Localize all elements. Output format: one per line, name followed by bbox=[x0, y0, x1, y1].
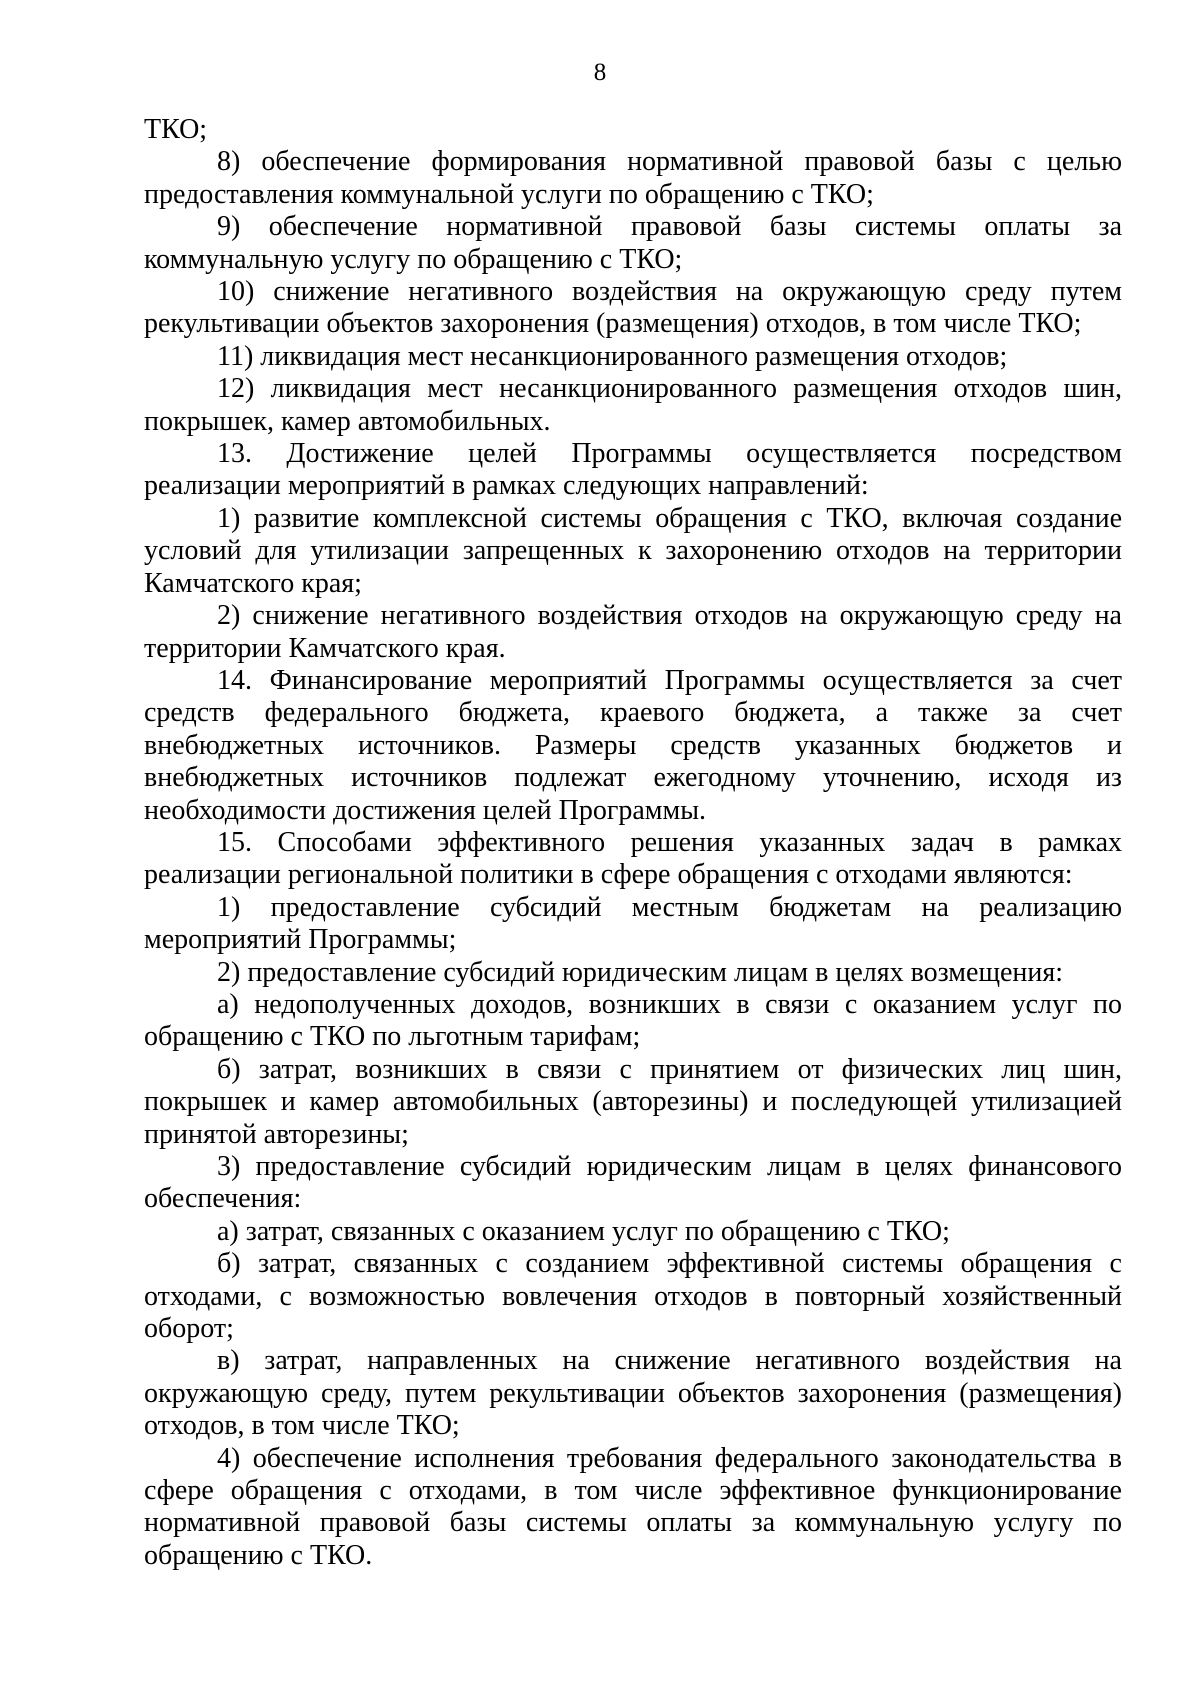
paragraph-method-3c: в) затрат, направленных на снижение негативного воздействия на окружающую среду, путем рекультивации объектов захоронения (размещения) отходов, в том числе ТКО; bbox=[144, 1345, 1122, 1442]
paragraph-direction-2: 2) снижение негативного воздействия отходов на окружающую среду на территории Камчатского края. bbox=[144, 600, 1122, 664]
paragraph-continuation: ТКО; bbox=[144, 114, 208, 145]
paragraph-method-2a: а) недополученных доходов, возникших в связи с оказанием услуг по обращению с ТКО по льготным тарифам; bbox=[144, 988, 1122, 1053]
paragraph-method-3b: б) затрат, связанных с созданием эффективной системы обращения с отходами, с возможностью вовлечения отходов в повторный хозяйственный оборот; bbox=[144, 1248, 1122, 1345]
paragraph-method-2b: б) затрат, возникших в связи с принятием от физических лиц шин, покрышек и камер автомобильных (авторезины) и последующей утилизацией принятой авторезины; bbox=[144, 1053, 1122, 1150]
paragraph-section-13: 13. Достижение целей Программы осуществляется посредством реализации мероприятий в рамках следующих направлений: bbox=[144, 438, 1122, 502]
paragraph-item-11: 11) ликвидация мест несанкционированного размещения отходов; bbox=[217, 340, 1008, 372]
paragraph-method-1: 1) предоставление субсидий местным бюджетам на реализацию мероприятий Программы; bbox=[144, 891, 1122, 956]
document-body bbox=[144, 114, 1122, 1572]
paragraph-method-4: 4) обеспечение исполнения требования федерального законодательства в сфере обращения с отходами, в том числе эффективное функционирование нормативной правовой базы системы оплаты за коммунальную услугу по обращению с ТКО. bbox=[144, 1442, 1122, 1571]
paragraph-method-3a: а) затрат, связанных с оказанием услуг по обращению с ТКО; bbox=[217, 1215, 950, 1247]
paragraph-section-14: 14. Финансирование мероприятий Программы осуществляется за счет средств федерального бюджета, краевого бюджета, а также за счет внебюджетных источников. Размеры средств указанных бюджетов и внебюджетных источников подлежат ежегодному уточнению, исходя из необходимости достижения целей Программы. bbox=[144, 664, 1122, 826]
paragraph-method-3: 3) предоставление субсидий юридическим лицам в целях финансового обеспечения: bbox=[144, 1151, 1122, 1215]
paragraph-item-8: 8) обеспечение формирования нормативной правовой базы с целью предоставления коммунальной услуги по обращению с ТКО; bbox=[144, 146, 1122, 210]
page-number: 8 bbox=[593, 59, 607, 86]
paragraph-item-10: 10) снижение негативного воздействия на окружающую среду путем рекультивации объектов захоронения (размещения) отходов, в том числе ТКО; bbox=[144, 276, 1122, 340]
paragraph-direction-1: 1) развитие комплексной системы обращения с ТКО, включая создание условий для утилизации запрещенных к захоронению отходов на территории Камчатского края; bbox=[144, 502, 1122, 599]
paragraph-method-2: 2) предоставление субсидий юридическим лицам в целях возмещения: bbox=[217, 956, 1064, 988]
paragraph-item-9: 9) обеспечение нормативной правовой базы системы оплаты за коммунальную услугу по обращению с ТКО; bbox=[144, 211, 1122, 275]
paragraph-item-12: 12) ликвидация мест несанкционированного размещения отходов шин, покрышек, камер автомобильных. bbox=[144, 373, 1122, 437]
paragraph-section-15: 15. Способами эффективного решения указанных задач в рамках реализации региональной политики в сфере обращения с отходами являются: bbox=[144, 826, 1122, 891]
